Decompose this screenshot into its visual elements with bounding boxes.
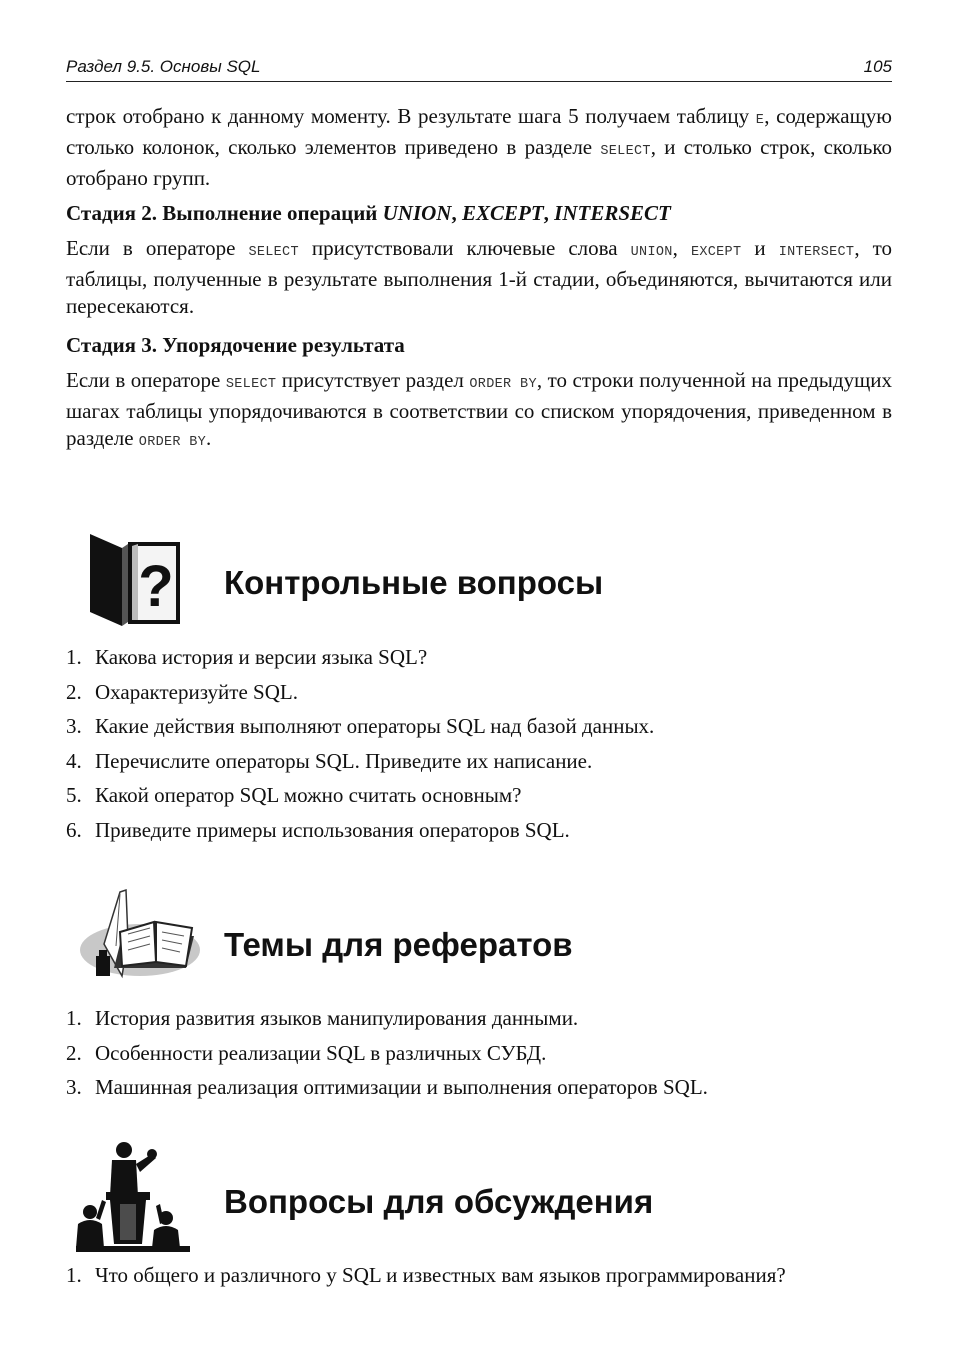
list-item-number: 1. (66, 1006, 82, 1030)
stage2-sep-2: , (543, 201, 555, 225)
list-item (66, 1005, 892, 1040)
list-item-number: 1. (66, 1263, 82, 1287)
list-item-text: Машинная реализация оптимизации и выполнения операторов SQL. (95, 1075, 708, 1099)
list-item-number: 5. (66, 783, 82, 807)
control-questions-title: Контрольные вопросы (224, 564, 604, 601)
stage2-text-1: Если в операторе (66, 236, 249, 260)
code-order-by: ORDER BY (138, 435, 207, 450)
list-item (66, 679, 892, 714)
list-item (66, 713, 892, 748)
stage3-paragraph (66, 367, 892, 456)
stage3-text-1: Если в операторе (66, 368, 226, 392)
page-number: 105 (863, 57, 892, 76)
stage2-kw-union: UNION (382, 201, 452, 225)
intro-text-3: , и столько строк, сколько отобрано групп. (66, 135, 892, 190)
header-section-title: Раздел 9.5. Основы SQL (66, 57, 261, 76)
list-item-text: Какова история и версии языка SQL? (95, 645, 428, 669)
stage2-paragraph (66, 235, 892, 320)
control-questions-list (66, 644, 892, 851)
stage2-heading-text: Стадия 2. Выполнение операций (66, 201, 383, 225)
intro-paragraph (66, 103, 892, 192)
stage2-text-2: присутствовали ключевые слова (298, 236, 631, 260)
list-item-text: Какие действия выполняют операторы SQL над базой данных. (95, 714, 655, 738)
list-item-text: История развития языков манипулирования данными. (95, 1006, 579, 1030)
stage3-text-4: . (206, 426, 212, 450)
code-except: EXCEPT (690, 245, 742, 260)
discussion-title: Вопросы для обсуждения (224, 1183, 654, 1220)
stage3-text-2: присутствует раздел (276, 368, 470, 392)
stage2-text-4: и (741, 236, 779, 260)
intro-text-1: строк отобрано к данному моменту. В результате шага 5 получаем таблицу (66, 104, 756, 128)
running-header (66, 57, 892, 82)
list-item-number: 6. (66, 817, 82, 842)
svg-text:?: ? (138, 554, 174, 619)
stage2-heading (66, 201, 892, 226)
list-item-text: Перечислите операторы SQL. Приведите их написание. (95, 748, 593, 773)
quill-books-icon (76, 888, 210, 984)
list-item (66, 644, 892, 679)
stage3-text-3: , то строки полученной на предыдущих шагах таблицы упорядочиваются в соответствии со списком упорядочения, приведенном в разделе (66, 368, 892, 450)
list-item-number: 1. (66, 645, 82, 669)
code-select: SELECT (600, 144, 651, 159)
book-question-icon (88, 532, 184, 628)
list-item (66, 748, 892, 783)
code-select: SELECT (248, 245, 299, 260)
stage2-kw-except: EXCEPT (461, 201, 544, 225)
intro-text-2: , содержащую столько колонок, сколько элементов приведено в разделе (66, 104, 892, 159)
list-item-text: Особенности реализации SQL в различных СУБД. (95, 1040, 547, 1065)
list-item-number: 3. (66, 1075, 82, 1099)
discussion-list (66, 1262, 892, 1297)
stage2-kw-intersect: INTERSECT (554, 201, 671, 225)
list-item (66, 782, 892, 817)
code-intersect: INTERSECT (778, 245, 855, 260)
list-item (66, 1074, 892, 1109)
code-table-e: E (755, 113, 765, 128)
report-topics-title: Темы для рефератов (224, 926, 573, 963)
stage3-heading: Стадия 3. Упорядочение результата (66, 333, 405, 357)
stage2-sep-1: , (451, 201, 462, 225)
list-item (66, 1262, 892, 1297)
report-topics-list (66, 1005, 892, 1109)
code-select: SELECT (225, 377, 277, 392)
list-item-text: Какой оператор SQL можно считать основным? (95, 783, 522, 807)
list-item-text: Охарактеризуйте SQL. (95, 679, 298, 704)
stage2-text-5: , то таблицы, полученные в результате выполнения 1-й стадии, объединяются, вычитаются или пересекаются. (66, 236, 892, 318)
list-item (66, 1040, 892, 1075)
list-item (66, 817, 892, 852)
stage2-text-3: , (672, 236, 691, 260)
code-union: UNION (630, 245, 673, 260)
lecturer-audience-icon (76, 1140, 190, 1252)
list-item-number: 2. (66, 1040, 82, 1065)
code-order-by: ORDER BY (469, 377, 537, 392)
list-item-text: Приведите примеры использования операторов SQL. (95, 817, 570, 842)
list-item-number: 2. (66, 679, 82, 704)
list-item-text: Что общего и различного у SQL и известных вам языков программирования? (95, 1263, 786, 1287)
list-item-number: 4. (66, 748, 82, 773)
list-item-number: 3. (66, 714, 82, 738)
